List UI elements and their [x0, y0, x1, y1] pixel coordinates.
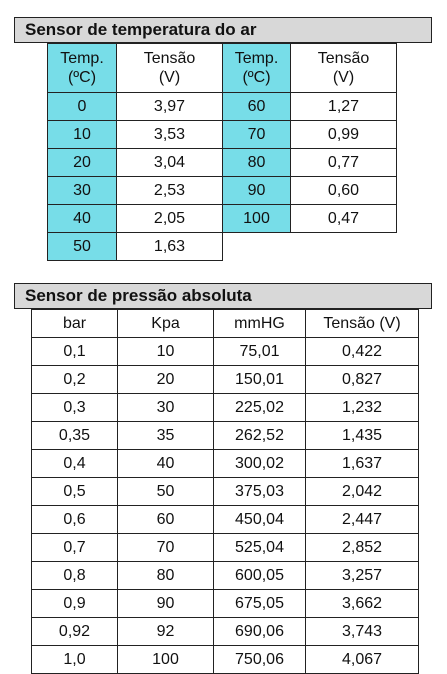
kpa-cell: 70: [118, 534, 214, 562]
table-row: [48, 121, 223, 149]
voltage-header-line2: (V): [158, 69, 181, 86]
mmhg-cell: 75,01: [214, 338, 306, 366]
temp-header-line2: (ºC): [67, 69, 97, 86]
mmhg-cell: 750,06: [214, 646, 306, 674]
voltage-header-line1: Tensão: [317, 50, 370, 67]
bar-cell: 0,7: [32, 534, 118, 562]
temp-cell: 50: [48, 233, 117, 261]
table-row: [32, 506, 419, 534]
voltage-header-line1: Tensão: [143, 50, 196, 67]
voltage-cell: 3,53: [117, 121, 223, 149]
table-row: [48, 149, 223, 177]
mmhg-cell: 150,01: [214, 366, 306, 394]
table-row: [32, 394, 419, 422]
voltage-cell: 2,05: [117, 205, 223, 233]
mmhg-cell: 300,02: [214, 450, 306, 478]
table-header-row: [32, 310, 419, 338]
voltage-cell: 0,47: [291, 205, 397, 233]
table-row: [223, 93, 397, 121]
kpa-cell: 80: [118, 562, 214, 590]
table-row: [32, 534, 419, 562]
table-row: [48, 93, 223, 121]
bar-cell: 0,3: [32, 394, 118, 422]
kpa-cell: 40: [118, 450, 214, 478]
bar-cell: 1,0: [32, 646, 118, 674]
table-row: [223, 149, 397, 177]
voltage-cell: 1,27: [291, 93, 397, 121]
temp-cell: 70: [223, 121, 291, 149]
mmhg-header: mmHG: [214, 310, 306, 338]
bar-cell: 0,35: [32, 422, 118, 450]
kpa-cell: 100: [118, 646, 214, 674]
temperature-sensor-title: Sensor de temperatura do ar: [14, 17, 432, 43]
voltage-cell: 3,04: [117, 149, 223, 177]
voltage-cell: 1,435: [306, 422, 419, 450]
bar-cell: 0,92: [32, 618, 118, 646]
voltage-cell: 2,042: [306, 478, 419, 506]
table-row: [32, 562, 419, 590]
voltage-cell: 2,852: [306, 534, 419, 562]
temp-header-cell: [223, 44, 291, 93]
temp-cell: 0: [48, 93, 117, 121]
temp-cell: 90: [223, 177, 291, 205]
kpa-cell: 20: [118, 366, 214, 394]
voltage-cell: 0,77: [291, 149, 397, 177]
temperature-table-right: [222, 43, 397, 233]
table-row: [32, 366, 419, 394]
table-row: [48, 205, 223, 233]
temp-cell: 20: [48, 149, 117, 177]
kpa-cell: 90: [118, 590, 214, 618]
kpa-cell: 50: [118, 478, 214, 506]
voltage-cell: 3,257: [306, 562, 419, 590]
bar-cell: 0,5: [32, 478, 118, 506]
voltage-cell: 1,63: [117, 233, 223, 261]
temp-header-cell: [48, 44, 117, 93]
bar-cell: 0,1: [32, 338, 118, 366]
mmhg-cell: 450,04: [214, 506, 306, 534]
temp-cell: 10: [48, 121, 117, 149]
voltage-cell: 3,97: [117, 93, 223, 121]
mmhg-cell: 600,05: [214, 562, 306, 590]
voltage-cell: 3,743: [306, 618, 419, 646]
kpa-cell: 10: [118, 338, 214, 366]
table-row: [48, 177, 223, 205]
table-row: [223, 177, 397, 205]
mmhg-cell: 690,06: [214, 618, 306, 646]
table-row: [32, 478, 419, 506]
temperature-table-left: [47, 43, 223, 261]
table-row: [32, 450, 419, 478]
temp-header-line2: (ºC): [242, 69, 271, 86]
table-row: [32, 338, 419, 366]
table-row: [223, 205, 397, 233]
temp-header-line1: Temp.: [234, 50, 279, 67]
voltage-cell: 1,637: [306, 450, 419, 478]
mmhg-cell: 675,05: [214, 590, 306, 618]
voltage-cell: 0,60: [291, 177, 397, 205]
bar-cell: 0,9: [32, 590, 118, 618]
voltage-cell: 0,422: [306, 338, 419, 366]
kpa-cell: 35: [118, 422, 214, 450]
temp-cell: 30: [48, 177, 117, 205]
mmhg-cell: 375,03: [214, 478, 306, 506]
voltage-header-cell: [117, 44, 223, 93]
kpa-cell: 60: [118, 506, 214, 534]
voltage-header: Tensão (V): [306, 310, 419, 338]
mmhg-cell: 225,02: [214, 394, 306, 422]
voltage-cell: 2,447: [306, 506, 419, 534]
bar-cell: 0,4: [32, 450, 118, 478]
pressure-table: [31, 309, 419, 674]
table-row: [32, 618, 419, 646]
temp-cell: 60: [223, 93, 291, 121]
table-row: [32, 646, 419, 674]
temp-cell: 40: [48, 205, 117, 233]
table-row: [32, 590, 419, 618]
pressure-sensor-title: Sensor de pressão absoluta: [14, 283, 432, 309]
voltage-cell: 0,827: [306, 366, 419, 394]
mmhg-cell: 262,52: [214, 422, 306, 450]
bar-cell: 0,6: [32, 506, 118, 534]
voltage-cell: 3,662: [306, 590, 419, 618]
table-row: [48, 233, 223, 261]
voltage-cell: 2,53: [117, 177, 223, 205]
temp-cell: 100: [223, 205, 291, 233]
table-row: [32, 422, 419, 450]
voltage-cell: 4,067: [306, 646, 419, 674]
bar-cell: 0,2: [32, 366, 118, 394]
temp-header-line1: Temp.: [60, 50, 104, 67]
voltage-cell: 1,232: [306, 394, 419, 422]
voltage-header-cell: [291, 44, 397, 93]
bar-cell: 0,8: [32, 562, 118, 590]
kpa-cell: 30: [118, 394, 214, 422]
voltage-cell: 0,99: [291, 121, 397, 149]
kpa-cell: 92: [118, 618, 214, 646]
temp-cell: 80: [223, 149, 291, 177]
bar-header: bar: [32, 310, 118, 338]
table-row: [223, 121, 397, 149]
mmhg-cell: 525,04: [214, 534, 306, 562]
kpa-header: Kpa: [118, 310, 214, 338]
voltage-header-line2: (V): [332, 69, 355, 86]
